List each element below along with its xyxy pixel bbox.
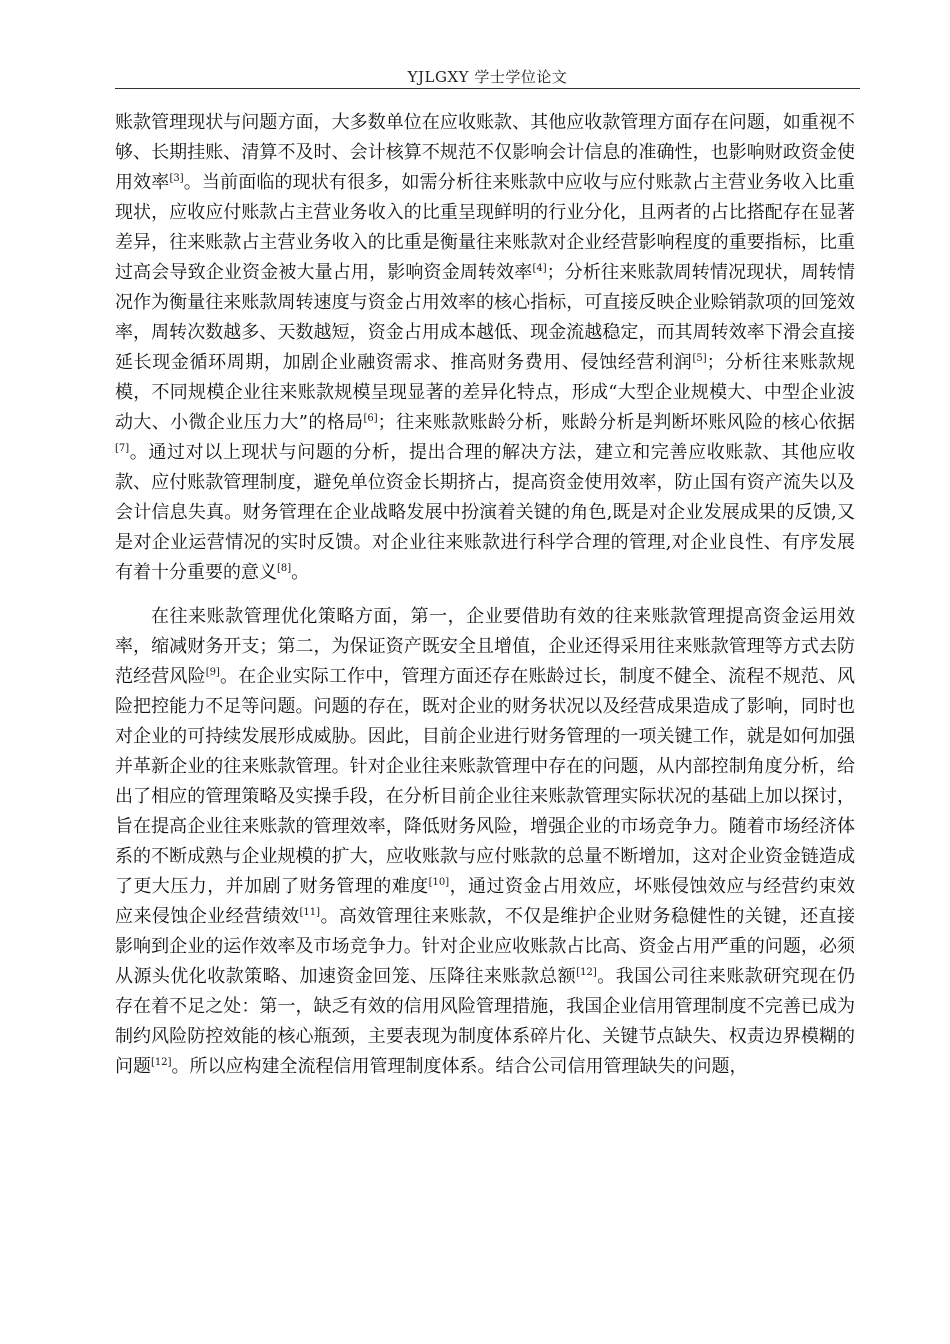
citation-marker: [3] [169,173,184,184]
text-segment: 在往来账款管理优化策略方面，第一，企业要借助有效的往来账款管理提高资金运用效率，缩减财务开支；第二，为保证资产既安全且增值，企业还得采用往来账款管理等方式去防范经营风险 [115,606,855,687]
paragraph [115,602,855,1082]
page-header-title: YJLGXY 学士学位论文 [407,68,568,86]
text-segment: 。通过对以上现状与问题的分析，提出合理的解决方法，建立和完善应收账款、其他应收款、应付账款管理制度，避免单位资金长期挤占，提高资金使用效率，防止国有资产流失以及会计信息失真。财务管理在企业战略发展中扮演着关键的角色,既是对企业发展成果的反馈,又是对企业运营情况的实时反馈。对企业往来账款进行科学合理的管理,对企业良性、有序发展有着十分重要的意义 [115,442,855,583]
citation-marker: [10] [428,877,450,888]
text-segment: 。我国公司往来账款研究现在仍存在着不足之处：第一，缺乏有效的信用风险管理措施，我国企业信用管理制度不完善已成为制约风险防控效能的核心瓶颈，主要表现为制度体系碎片化、关键节点缺失、权责边界模糊的问题 [115,966,856,1077]
citation-marker: [6] [363,413,378,424]
citation-marker: [12] [576,967,597,978]
text-segment: 。所以应构建全流程信用管理制度体系。结合公司信用管理缺失的问题， [171,1056,748,1077]
text-segment: ；分析往来账款周转情况现状，周转情况作为衡量往来账款周转速度与资金占用效率的核心指标，可直接反映企业赊销款项的回笼效率，周转次数越多、天数越短，资金占用成本越低、现金流越稳定，而其周转效率下滑会直接延长现金循环周期，加剧企业融资需求、推高财务费用、侵蚀经营利润 [115,262,855,373]
document-body [115,108,855,1082]
paragraph [115,108,855,588]
citation-marker: [11] [299,907,321,918]
text-segment: 账款管理现状与问题方面，大多数单位在应收账款、其他应收款管理方面存在问题，如重视不够、长期挂账、清算不及时、会计核算不规范不仅影响会计信息的准确性，也影响财政资金使用效率 [115,112,855,193]
text-segment: ；分析往来账款规模，不同规模企业往来账款规模呈现显著的差异化特点，形成“大型企业规模大、中型企业波动大、小微企业压力大”的格局 [115,352,855,433]
citation-marker: [7] [115,443,130,454]
text-segment: 。在企业实际工作中，管理方面还存在账龄过长，制度不健全、流程不规范、风险把控能力不足等问题。问题的存在，既对企业的财务状况以及经营成果造成了影响，同时也对企业的可持续发展形成威胁。因此，目前企业进行财务管理的一项关键工作，就是如何加强并革新企业的往来账款管理。针对企业往来账款管理中存在的问题，从内部控制角度分析，给出了相应的管理策略及实操手段，在分析目前企业往来账款管理实际状况的基础上加以探讨，旨在提高企业往来账款的管理效率，降低财务风险，增强企业的市场竞争力。随着市场经济体系的不断成熟与企业规模的扩大，应收账款与应付账款的总量不断增加，这对企业资金链造成了更大压力，并加剧了财务管理的难度 [115,666,856,897]
citation-marker: [8] [277,563,292,574]
text-segment: ，通过资金占用效应，坏账侵蚀效应与经营约束效应来侵蚀企业经营绩效 [115,876,856,927]
text-segment: ；往来账款账龄分析，账龄分析是判断坏账风险的核心依据 [377,412,855,433]
citation-marker: [4] [532,263,547,274]
text-segment: 。 [291,562,310,583]
text-segment: 。当前面临的现状有很多，如需分析往来账款中应收与应付账款占主营业务收入比重现状，应收应付账款占主营业务收入的比重呈现鲜明的行业分化，且两者的占比搭配存在显著差异，往来账款占主营业务收入的比重是衡量往来账款对企业经营影响程度的重要指标，比重过高会导致企业资金被大量占用，影响资金周转效率 [115,172,855,283]
citation-marker: [5] [692,353,707,364]
citation-marker: [12] [151,1057,172,1068]
citation-marker: [9] [205,667,220,678]
text-segment: 。高效管理往来账款，不仅是维护企业财务稳健性的关键，还直接影响到企业的运作效率及市场竞争力。针对企业应收账款占比高、资金占用严重的问题，必须从源头优化收款策略、加速资金回笼、压降往来账款总额 [115,906,856,987]
header-rule [115,88,860,89]
